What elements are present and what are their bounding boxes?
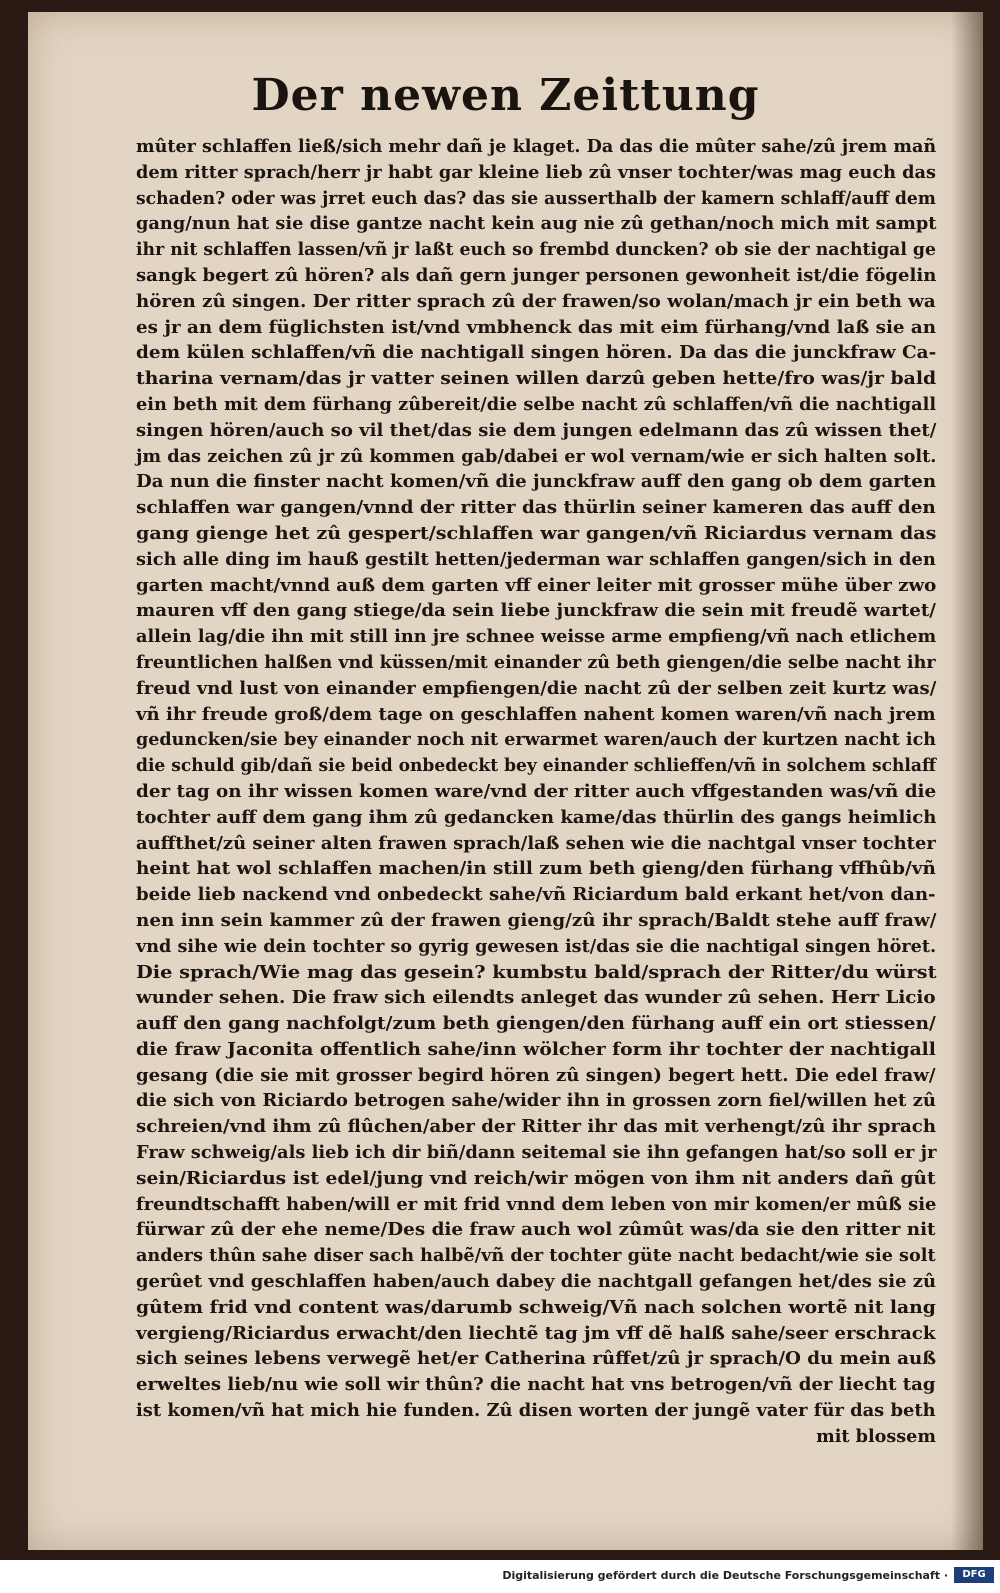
text-line: gang/nun hat sie dise gantze nacht kein aug nie zû gethan/noch mich mit sampt: [136, 213, 937, 235]
text-line: ist komen/vñ hat mich hie funden. Zû disen worten der jungẽ vater für das beth: [136, 1400, 936, 1422]
text-line: ein beth mit dem fürhang zûbereit/die selbe nacht zû schlaffen/vñ die nachtigall: [136, 393, 937, 415]
text-line: anders thûn sahe diser sach halbẽ/vñ der tochter güte nacht bedacht/wie sie solt: [136, 1245, 936, 1267]
text-line: schaden? oder was jrret euch das? das sie ausserthalb der kamern schlaff/auff dem: [136, 187, 936, 209]
text-line: ihr nit schlaffen lassen/vñ jr laßt euch so frembd duncken? ob sie der nachtigal ge: [136, 239, 936, 261]
text-line: tochter auff dem gang ihm zû gedancken kame/das thürlin des gangs heimlich: [136, 806, 937, 828]
text-line: wunder sehen. Die fraw sich eilendts anleget das wunder zû sehen. Herr Licio: [136, 987, 936, 1009]
text-line: sangk begert zû hören? als dañ gern junger personen gewonheit ist/die fögelin: [136, 264, 937, 286]
running-header: Der newen Zeittung: [251, 70, 760, 121]
text-line: es jr an dem füglichsten ist/vnd vmbhenck das mit eim fürhang/vnd laß sie an: [136, 316, 937, 338]
text-line: beide lieb nackend vnd onbedeckt sahe/vñ Riciardum bald erkant het/von dan-: [136, 884, 936, 906]
text-line: der tag on ihr wissen komen ware/vnd der ritter auch vffgestanden was/vñ die: [136, 780, 937, 802]
text-line: hören zû singen. Der ritter sprach zû der frawen/so wolan/mach jr ein beth wa: [136, 290, 936, 312]
text-line: schlaffen war gangen/vnnd der ritter das thürlin seiner kameren das auff den: [136, 497, 936, 519]
text-line: Fraw schweig/als lieb ich dir biñ/dann seitemal sie ihn gefangen hat/so soll er jr: [136, 1142, 937, 1164]
text-line: gûtem frid vnd content was/darumb schweig/Vñ nach solchen wortẽ nit lang: [136, 1296, 936, 1318]
text-line: gerûet vnd geschlaffen haben/auch dabey die nachtgall gefangen het/des sie zû: [136, 1271, 936, 1293]
book-page: [28, 12, 983, 1550]
text-line: heint hat wol schlaffen machen/in still zum beth gieng/den fürhang vffhûb/vñ: [136, 858, 936, 880]
text-line: auff den gang nachfolgt/zum beth giengen/den fürhang auff ein ort stiessen/: [136, 1013, 936, 1035]
text-line: schreien/vnd ihm zû flûchen/aber der Ritter ihr das mit verhengt/zû ihr sprach: [136, 1116, 936, 1138]
text-line: fürwar zû der ehe neme/Des die fraw auch wol zûmût was/da sie den ritter nit: [136, 1219, 936, 1241]
text-line: vergieng/Riciardus erwacht/den liechtẽ tag jm vff dẽ halß sahe/seer erschrack: [136, 1322, 936, 1344]
text-line: sich alle ding im hauß gestilt hetten/jederman war schlaffen gangen/sich in den: [136, 548, 936, 570]
text-line: nen inn sein kammer zû der frawen gieng/zû ihr sprach/Baldt stehe auff fraw/: [136, 909, 937, 931]
page-spine-shadow: [951, 12, 983, 1550]
footer-bar: [0, 1560, 1000, 1593]
text-line: allein lag/die ihn mit still inn jre schnee weisse arme empfieng/vñ nach etlichem: [136, 626, 937, 648]
text-line: dem ritter sprach/herr jr habt gar kleine lieb zû vnser tochter/was mag euch das: [136, 161, 936, 183]
text-line: auffthet/zû seiner alten frawen sprach/laß sehen wie die nachtgal vnser tochter: [136, 832, 936, 854]
text-line: freuntlichen halßen vnd küssen/mit einander zû beth giengen/die selbe nacht ihr: [136, 651, 936, 673]
text-line: Die sprach/Wie mag das gesein? kumbstu bald/sprach der Ritter/du würst: [136, 961, 937, 983]
text-line: garten macht/vnnd auß dem garten vff einer leiter mit grosser mühe über zwo: [136, 574, 937, 596]
text-line: geduncken/sie bey einander noch nit erwarmet waren/auch der kurtzen nacht ich: [136, 729, 936, 751]
text-line: jm das zeichen zû jr zû kommen gab/dabei er wol vernam/wie er sich halten solt.: [136, 445, 937, 467]
text-line: vnd sihe wie dein tochter so gyrig gewesen ist/das sie die nachtigal singen höret.: [136, 935, 937, 957]
body-text: [136, 134, 936, 1450]
dfg-logo: DFG: [954, 1567, 994, 1583]
text-line: vñ ihr freude groß/dem tage on geschlaffen nahent komen waren/vñ nach jrem: [136, 703, 936, 725]
text-line: singen hören/auch so vil thet/das sie dem jungen edelmann das zû wissen thet/: [136, 419, 937, 441]
text-line: gang gienge het zû gespert/schlaffen war gangen/vñ Riciardus vernam das: [136, 522, 937, 544]
text-line: mit blossem: [816, 1425, 936, 1447]
funding-notice: Digitalisierung gefördert durch die Deutsche Forschungsgemeinschaft ·: [502, 1569, 948, 1582]
text-line: sich seines lebens verwegẽ het/er Catherina rûffet/zû jr sprach/O du mein auß: [136, 1348, 937, 1370]
text-line: die schuld gib/dañ sie beid onbedeckt bey einander schlieffen/vñ in solchem schlaff: [136, 755, 936, 777]
text-line: freud vnd lust von einander empfiengen/die nacht zû der selben zeit kurtz was/: [136, 677, 937, 699]
text-line: dem külen schlaffen/vñ die nachtigall singen hören. Da das die junckfraw Ca-: [136, 342, 937, 364]
text-line: die fraw Jaconita offentlich sahe/inn wölcher form ihr tochter der nachtigall: [136, 1038, 936, 1060]
text-line: Da nun die finster nacht komen/vñ die junckfraw auff den gang ob dem garten: [136, 471, 937, 493]
text-line: mauren vff den gang stiege/da sein liebe junckfraw die sein mit freudẽ wartet/: [136, 600, 936, 622]
text-line: sein/Riciardus ist edel/jung vnd reich/wir mögen von ihm nit anders dañ gût: [136, 1167, 936, 1189]
text-line: tharina vernam/das jr vatter seinen willen darzû geben hette/fro was/jr bald: [136, 368, 937, 390]
text-line: erweltes lieb/nu wie soll wir thûn? die nacht hat vns betrogen/vñ der liecht tag: [136, 1374, 936, 1396]
text-line: die sich von Riciardo betrogen sahe/wider ihn in grossen zorn fiel/willen het zû: [136, 1090, 936, 1112]
text-line: freundtschafft haben/will er mit frid vnnd dem leben von mir komen/er mûß sie: [136, 1193, 937, 1215]
text-line: mûter schlaffen ließ/sich mehr dañ je klaget. Da das die mûter sahe/zû jrem mañ: [136, 136, 937, 157]
text-line: gesang (die sie mit grosser begird hören zû singen) begert hett. Die edel fraw/: [136, 1064, 936, 1086]
